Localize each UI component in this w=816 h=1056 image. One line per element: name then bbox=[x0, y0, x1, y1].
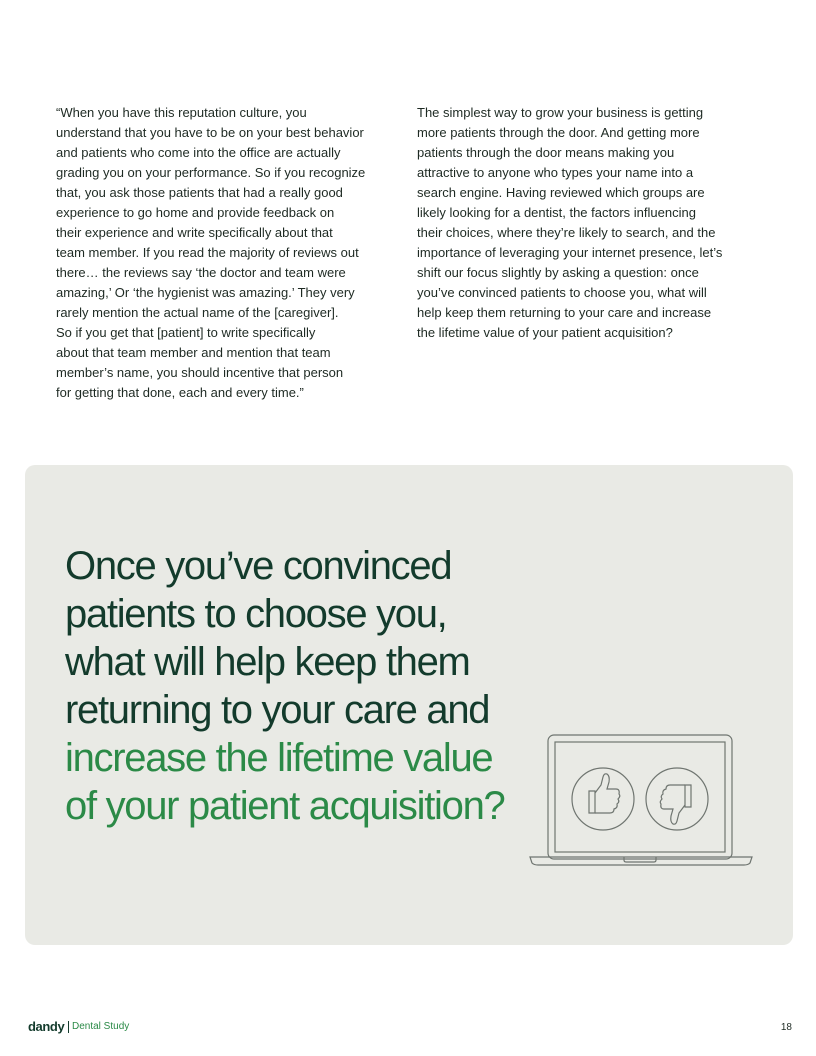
callout-heading bbox=[65, 542, 525, 830]
quote-text: “When you have this reputation culture, you understand that you have to be on your best behavior and patients who come into the office are actually grading you on your performance. So if you recognize that, you ask those patients that had a really good experience to go home and provide feedback on their experience and write specifically about that team member. If you read the majority of reviews out there… the reviews say ‘the doctor and team were amazing,’ Or ‘the hygienist was amazing.’ They very rarely mention the actual name of the [caregiver]. So if you get that [patient] to write specifically about that team member and mention that team member’s name, you should incentive that person for getting that done, each and every time.” bbox=[56, 105, 366, 400]
quote-column bbox=[56, 103, 401, 403]
callout-box bbox=[25, 465, 793, 945]
footer-subtitle: Dental Study bbox=[72, 1021, 130, 1032]
callout-heading-main: Once you’ve convinced patients to choose you, what will help keep them returning to your care and bbox=[65, 544, 490, 732]
page-number: 18 bbox=[780, 1022, 792, 1033]
footer-divider bbox=[68, 1021, 69, 1033]
thumbs-down-icon bbox=[646, 768, 708, 830]
thumbs-up-icon bbox=[572, 768, 634, 830]
body-text: The simplest way to grow your business is getting more patients through the door. And getting more patients through the door means making you attractive to anyone who types your name into a search engine. Having reviewed which groups are likely looking for a dentist, the factors influencing their choices, where they’re likely to search, and the importance of leveraging your internet presence, let’s shift our focus slightly by asking a question: once you’ve convinced patients to choose you, what will help keep them returning to your care and increase the lifetime value of your patient acquisition? bbox=[417, 105, 723, 340]
intro-column bbox=[417, 103, 762, 343]
laptop-icon bbox=[528, 733, 754, 867]
callout-heading-accent: increase the lifetime value of your patient acquisition? bbox=[65, 736, 505, 828]
dandy-logo: dandy bbox=[28, 1019, 65, 1034]
